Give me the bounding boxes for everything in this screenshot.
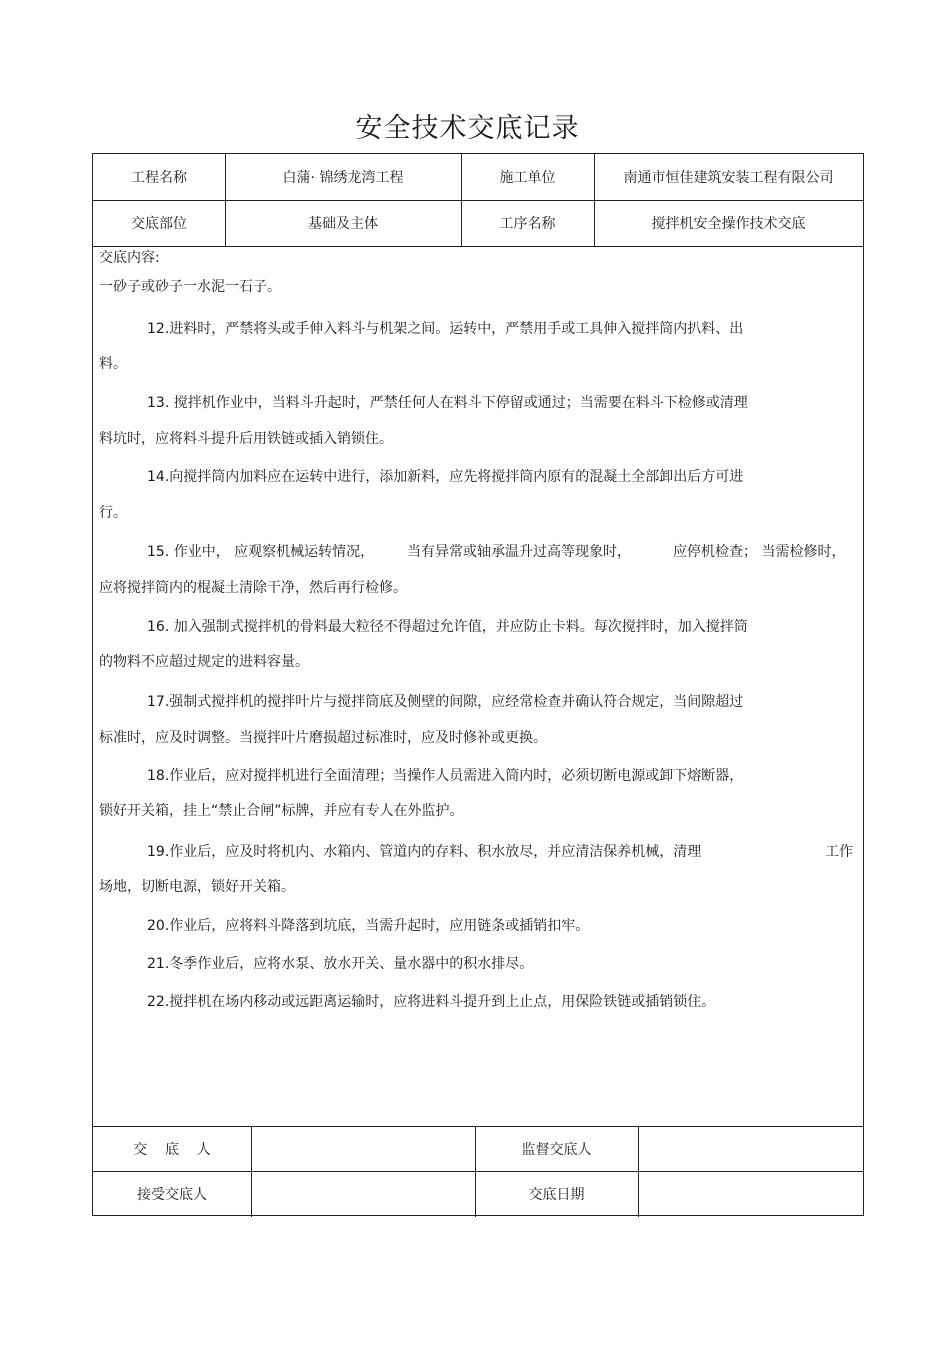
content-line: 19.作业后，应及时将机内、水箱内、管道内的存料、积水放尽，并应清洁保养机械，清理: [147, 844, 702, 860]
process-name-value[interactable]: 搅拌机安全操作技术交底: [651, 216, 806, 232]
receiver-label: 接受交底人: [137, 1186, 207, 1203]
content-line: 12.进料时，严禁将头或手伸入料斗与机架之间。运转中，严禁用手或工具伸入搅拌筒内扒料、出: [147, 321, 744, 337]
project-name-label: 工程名称: [131, 170, 187, 186]
content-line: 场地，切断电源，锁好开关箱。: [99, 879, 295, 895]
handover-date-value[interactable]: [638, 1171, 863, 1216]
content-line: 当有异常或轴承温升过高等现象时，: [407, 544, 631, 560]
content-line: 18.作业后，应对搅拌机进行全面清理；当操作人员需进入筒内时，必须切断电源或卸下熔断器，: [147, 768, 744, 784]
content-line: 13. 搅拌机作业中，当料斗升起时，严禁任何人在料斗下停留或通过；当需要在料斗下检修或清理: [147, 395, 748, 411]
content-line: 15. 作业中， 应观察机械运转情况，: [147, 544, 375, 560]
process-name-label: 工序名称: [499, 216, 556, 232]
content-line: 22.搅拌机在场内移动或远距离运输时，应将进料斗提升到上止点，用保险铁链或插销锁住。: [147, 994, 716, 1010]
content-line: 17.强制式搅拌机的搅拌叶片与搅拌筒底及侧壁的间隙，应经常检查并确认符合规定，当间隙超过: [147, 694, 744, 710]
project-name-value[interactable]: 白蒲· 锦绣龙湾工程: [282, 170, 404, 186]
content-line: 料。: [99, 356, 127, 372]
supervisor-value[interactable]: [638, 1126, 863, 1171]
content-line: 标准时，应及时调整。当搅拌叶片磨损超过标准时，应及时修补或更换。: [99, 730, 547, 746]
content-line: 14.向搅拌筒内加料应在运转中进行，添加新料，应先将搅拌筒内原有的混凝土全部卸出后方可进: [147, 469, 744, 485]
content-line: 应将搅拌筒内的棍凝土清除干净，然后再行检修。: [99, 580, 407, 596]
content-line: 的物料不应超过规定的进料容量。: [99, 654, 309, 670]
content-heading: 交底内容:: [99, 250, 160, 266]
content-line: 行。: [99, 505, 127, 521]
content-line: 一砂子或砂子一水泥一石子。: [99, 279, 281, 295]
content-line: 16. 加入强制式搅拌机的骨料最大粒径不得超过允许值，并应防止卡料。每次搅拌时，加入搅拌筒: [147, 619, 748, 635]
record-table: [92, 153, 864, 1216]
content-line: 应停机检查； 当需检修时，: [673, 544, 846, 560]
handover-part-value[interactable]: 基础及主体: [308, 216, 378, 232]
handover-content: [99, 246, 855, 1126]
handover-part-label: 交底部位: [131, 216, 187, 232]
construction-unit-label: 施工单位: [499, 170, 556, 186]
handover-person-label-text: 交 底 人: [133, 1141, 211, 1158]
page-title: 安全技术交底记录: [355, 113, 580, 144]
supervisor-label: 监督交底人: [521, 1141, 592, 1158]
construction-unit-value[interactable]: 南通市恒佳建筑安装工程有限公司: [623, 170, 834, 186]
content-line: 锁好开关箱，挂上“禁止合闸”标牌，并应有专人在外监护。: [99, 803, 464, 819]
handover-person-value[interactable]: [251, 1126, 475, 1171]
content-line: 料坑时，应将料斗提升后用铁链或插入销锁住。: [99, 431, 393, 447]
content-line: 21.冬季作业后，应将水泵、放水开关、量水器中的积水排尽。: [147, 956, 534, 972]
receiver-value[interactable]: [251, 1171, 475, 1216]
content-line: 工作: [825, 844, 853, 860]
handover-date-label: 交底日期: [528, 1186, 585, 1203]
handover-person-label: [93, 1126, 251, 1171]
content-line: 20.作业后，应将料斗降落到坑底，当需升起时，应用链条或插销扣牢。: [147, 918, 590, 934]
